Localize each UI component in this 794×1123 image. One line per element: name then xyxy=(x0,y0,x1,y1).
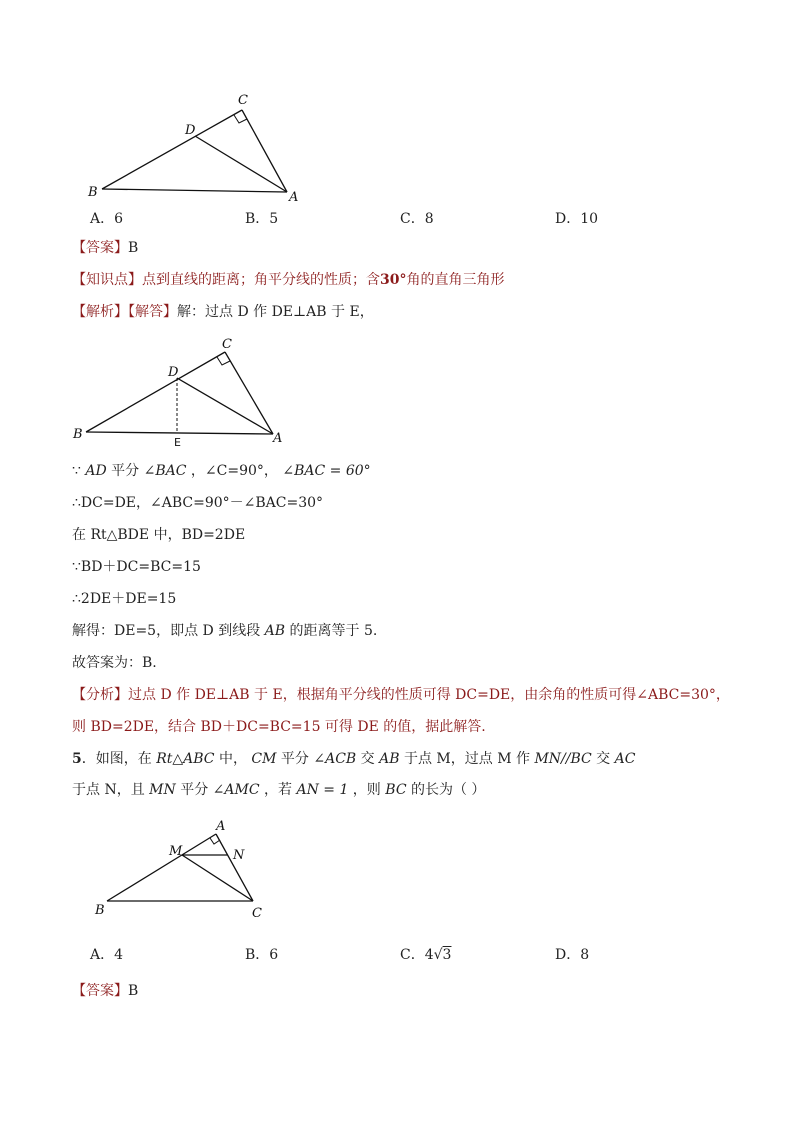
analysis-line-1 xyxy=(72,686,730,704)
answer-5-value: B xyxy=(128,983,139,999)
q5-option-b: B．6 xyxy=(245,947,279,963)
label-C: C xyxy=(252,906,262,921)
label-B: B xyxy=(95,903,105,918)
q5-l1c: 平分 xyxy=(276,751,314,767)
answer-1 xyxy=(72,239,138,257)
question-5-line-2 xyxy=(72,781,485,799)
step-1-post: ，∠C=90°， xyxy=(186,463,283,479)
option-d: D．10 xyxy=(555,211,599,227)
sqrt-symbol: √ xyxy=(433,947,443,963)
q5-l2a: 于点 N，且 xyxy=(72,782,150,798)
step-1-pre: ∵ xyxy=(72,463,86,479)
q5-l1e: 于点 M，过点 M 作 xyxy=(399,751,535,767)
step-1-math-bac60: ∠BAC = 60° xyxy=(282,463,371,479)
answer-value: B xyxy=(128,240,139,256)
knowledge-line xyxy=(72,271,504,289)
q5-l2c: ，若 xyxy=(259,782,297,798)
q5-l2b: 平分 xyxy=(175,782,213,798)
figure-2-triangle xyxy=(70,334,300,450)
step-4: ∵BD＋DC=BC=15 xyxy=(72,559,201,575)
option-c: C．8 xyxy=(400,211,434,227)
step-5: ∴2DE＋DE=15 xyxy=(72,591,177,607)
option-a: A．6 xyxy=(90,211,124,227)
question-5-line-1 xyxy=(72,750,635,768)
q5-l1m3: ∠ACB xyxy=(313,751,357,767)
step-1 xyxy=(72,462,371,480)
label-A: A xyxy=(216,819,226,834)
q5-l2d: ，则 xyxy=(348,782,386,798)
label-D: D xyxy=(185,123,196,138)
knowledge-text2: 角的直角三角形 xyxy=(406,272,505,288)
q5-l1a: ．如图，在 xyxy=(81,751,157,767)
figure-1-triangle xyxy=(80,88,310,208)
step-1-math-bac: ∠BAC xyxy=(143,463,187,479)
q5-l2m2: ∠AMC xyxy=(212,782,260,798)
step-6-post: 的距离等于 5. xyxy=(285,623,378,639)
q5-option-c-text: C．4 xyxy=(400,947,434,963)
figure-3-triangle xyxy=(90,818,280,922)
q5-l2m1: MN xyxy=(149,782,176,798)
solution-intro xyxy=(72,303,374,321)
label-M: M xyxy=(169,844,183,859)
q5-l1m1: Rt△ABC xyxy=(156,751,215,767)
step-3: 在 Rt△BDE 中，BD=2DE xyxy=(72,527,246,543)
step-6-pre: 解得：DE=5，即点 D 到线段 xyxy=(72,623,265,639)
q5-l2m4: BC xyxy=(385,782,407,798)
answer-5 xyxy=(72,982,138,1000)
label-B: B xyxy=(88,185,98,200)
label-N: N xyxy=(233,848,245,863)
q5-l1d: 交 xyxy=(356,751,380,767)
step-1-math-ad: AD xyxy=(85,463,107,479)
label-C: C xyxy=(222,337,232,352)
label-A: A xyxy=(289,190,299,205)
q5-option-a: A．4 xyxy=(90,947,124,963)
answer-5-tag: 【答案】 xyxy=(72,983,128,999)
label-C: C xyxy=(238,93,248,108)
q5-l1m4: AB xyxy=(379,751,400,767)
answer-tag: 【答案】 xyxy=(72,240,128,256)
analysis-summary-tag: 【分析】 xyxy=(72,687,128,703)
step-1-mid: 平分 xyxy=(106,463,144,479)
label-B: B xyxy=(73,427,83,442)
analysis-tag: 【解析】 xyxy=(72,304,128,320)
solution-intro-text: 解：过点 D 作 DE⊥AB 于 E， xyxy=(177,304,374,320)
solve-tag: 【解答】 xyxy=(128,304,177,320)
label-A: A xyxy=(273,431,283,446)
knowledge-tag: 【知识点】 xyxy=(72,272,142,288)
knowledge-bold: 30° xyxy=(380,272,407,288)
q5-option-c xyxy=(400,944,451,964)
q5-l2m3: AN = 1 xyxy=(296,782,349,798)
option-b: B．5 xyxy=(245,211,279,227)
label-D: D xyxy=(168,365,179,380)
question-number: 5 xyxy=(72,751,82,767)
q5-l1m2: CM xyxy=(251,751,277,767)
step-6 xyxy=(72,622,377,640)
q5-l2e: 的长为（ ） xyxy=(406,782,486,798)
analysis-line-2: 则 BD=2DE，结合 BD＋DC=BC=15 可得 DE 的值，据此解答. xyxy=(72,719,486,735)
label-E: E xyxy=(174,436,181,449)
q5-option-d: D．8 xyxy=(555,947,590,963)
step-6-math-ab: AB xyxy=(264,623,286,639)
sqrt-radicand: 3 xyxy=(442,947,452,963)
q5-l1m6: AC xyxy=(614,751,636,767)
q5-l1f: 交 xyxy=(591,751,615,767)
step-7: 故答案为：B. xyxy=(72,655,157,671)
q5-l1b: 中， xyxy=(214,751,252,767)
knowledge-text: 点到直线的距离；角平分线的性质；含 xyxy=(142,272,380,288)
step-2: ∴DC=DE，∠ABC=90°－∠BAC=30° xyxy=(72,495,324,511)
analysis-line-1-text: 过点 D 作 DE⊥AB 于 E，根据角平分线的性质可得 DC=DE，由余角的性质可得∠ABC=30°， xyxy=(128,687,730,703)
q5-l1m5: MN//BC xyxy=(534,751,592,767)
